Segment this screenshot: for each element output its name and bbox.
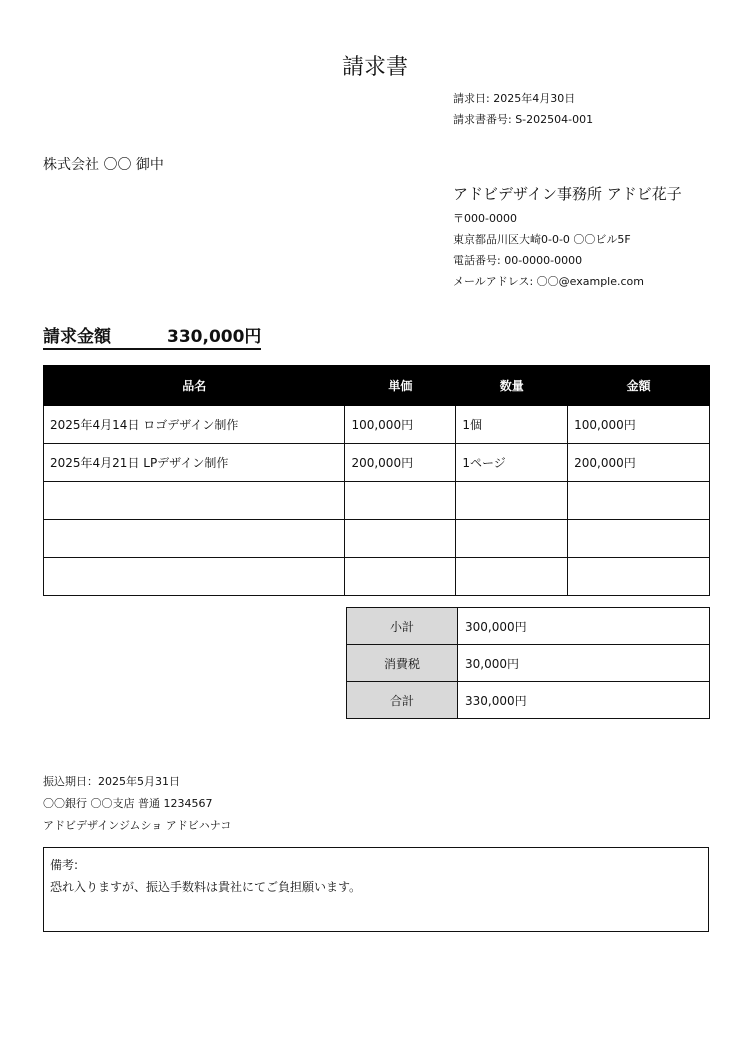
notes-text: 恐れ入りますが、振込手数料は貴社にてご負担願います。: [50, 880, 362, 894]
total-value: 330,000円: [458, 682, 710, 719]
header-quantity: 数量: [456, 366, 568, 406]
empty-cell: [345, 482, 456, 520]
payment-due-date: 振込期日：2025年5月31日: [43, 775, 180, 788]
empty-cell: [44, 482, 345, 520]
items-header-row: [44, 366, 710, 406]
header-amount: 金額: [568, 366, 710, 406]
notes-box: [43, 847, 709, 932]
sender-phone: 電話番号: 00-0000-0000: [453, 254, 583, 267]
header-item-name: 品名: [44, 366, 345, 406]
billing-amount: [43, 322, 261, 350]
summary-row-subtotal: [347, 608, 710, 645]
empty-cell: [568, 558, 710, 596]
summary-row-total: [347, 682, 710, 719]
empty-cell: [568, 520, 710, 558]
item-quantity: 1ページ: [456, 444, 568, 482]
table-row-empty: [44, 520, 710, 558]
sender-email: メールアドレス: 〇〇@example.com: [453, 275, 644, 288]
table-row-empty: [44, 558, 710, 596]
client-name: 株式会社 〇〇 御中: [43, 157, 164, 173]
item-unit-price: 100,000円: [345, 406, 456, 444]
payment-account-holder: アドビデザインジムショ アドビハナコ: [43, 819, 232, 832]
invoice-date: 請求日: 2025年4月30日: [453, 92, 576, 105]
payment-bank: 〇〇銀行 〇〇支店 普通 1234567: [43, 797, 213, 810]
table-row: [44, 406, 710, 444]
header-unit-price: 単価: [345, 366, 456, 406]
sender-address: 東京都品川区大崎0-0-0 〇〇ビル5F: [453, 233, 631, 246]
total-label: 合計: [347, 682, 458, 719]
empty-cell: [345, 558, 456, 596]
empty-cell: [568, 482, 710, 520]
notes-label: 備考:: [50, 858, 79, 872]
item-amount: 200,000円: [568, 444, 710, 482]
billing-amount-value: 330,000円: [167, 327, 262, 347]
empty-cell: [44, 558, 345, 596]
summary-table: [346, 607, 710, 719]
item-name: 2025年4月14日 ロゴデザイン制作: [44, 406, 345, 444]
summary-row-tax: [347, 645, 710, 682]
item-quantity: 1個: [456, 406, 568, 444]
document-title: 請求書: [341, 55, 408, 80]
invoice-number: 請求書番号: S-202504-001: [453, 113, 594, 126]
table-row: [44, 444, 710, 482]
item-unit-price: 200,000円: [345, 444, 456, 482]
item-name: 2025年4月21日 LPデザイン制作: [44, 444, 345, 482]
empty-cell: [345, 520, 456, 558]
items-table: [43, 365, 710, 596]
subtotal-label: 小計: [347, 608, 458, 645]
table-row-empty: [44, 482, 710, 520]
tax-value: 30,000円: [458, 645, 710, 682]
empty-cell: [456, 520, 568, 558]
empty-cell: [456, 558, 568, 596]
sender-name: アドビデザイン事務所 アドビ花子: [453, 185, 682, 203]
subtotal-value: 300,000円: [458, 608, 710, 645]
item-amount: 100,000円: [568, 406, 710, 444]
empty-cell: [456, 482, 568, 520]
tax-label: 消費税: [347, 645, 458, 682]
billing-amount-label: 請求金額: [43, 327, 111, 347]
sender-postal: 〒000-0000: [453, 212, 517, 225]
empty-cell: [44, 520, 345, 558]
